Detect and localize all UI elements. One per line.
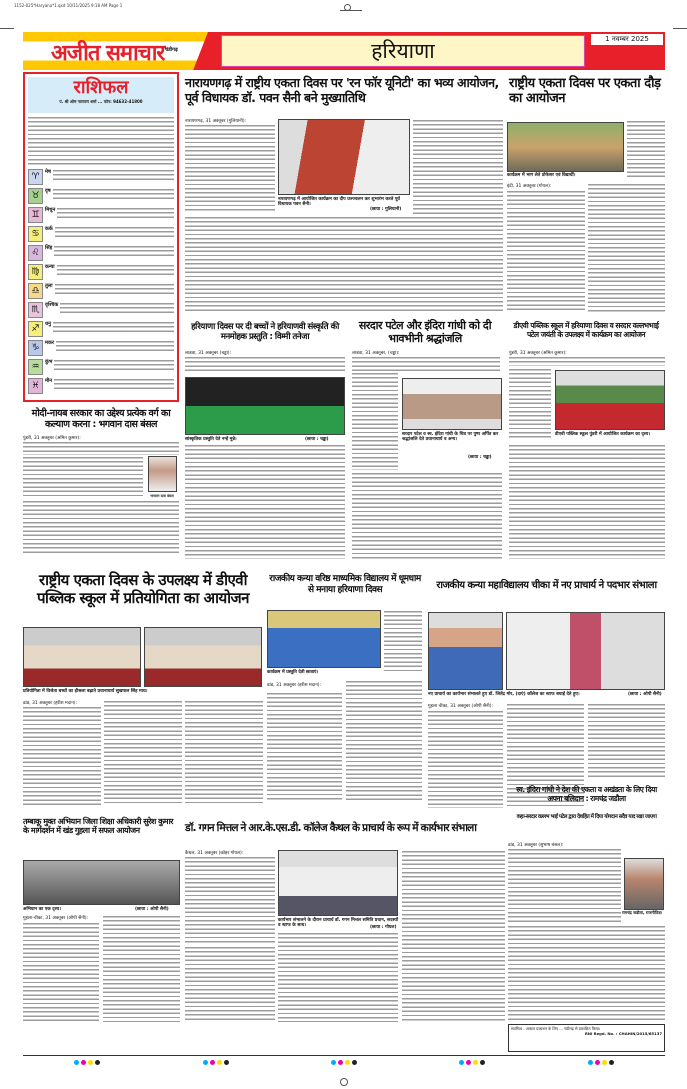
article-text	[185, 444, 345, 559]
article-text	[508, 925, 665, 1020]
sign-name: कन्या	[45, 264, 55, 270]
article-text	[346, 680, 422, 802]
sign-forecast-text	[54, 378, 174, 391]
photo-dav-winners-1	[23, 627, 141, 687]
dateline: लाडवा, 31 अक्तूबर (चड्ढा):	[185, 351, 232, 356]
photo-caption: कार्यभार संभालने के दौरान प्राचार्य डॉ. गगन मित्तल समिति प्रधान, सदस्यों व स्टाफ के साथ।	[278, 918, 399, 929]
sign-forecast-text	[54, 245, 174, 258]
rashifal-byline: पं. श्री ओम नारायण शर्मा ... फोन: 94632-41800	[59, 99, 143, 104]
photo-tobacco-campaign	[23, 860, 180, 905]
headline-patel-indira: सरदार पटेल और इंदिरा गांधी को दी भावभीनी श्रद्धांजलि	[358, 319, 492, 345]
aries-icon: ♈	[28, 169, 43, 185]
dateline: गुहला चीका, 31 अक्तूबर (ओपी सैनी):	[428, 704, 493, 709]
article-text	[413, 119, 503, 214]
photo-dav-pundri	[555, 370, 665, 430]
article-text	[509, 444, 665, 559]
photo-college-staff	[506, 612, 665, 690]
article-text	[509, 356, 665, 366]
color-swatch	[466, 1060, 471, 1065]
article-text	[384, 610, 422, 672]
sign-forecast-text	[56, 340, 174, 353]
sign-forecast-text	[53, 169, 174, 182]
photo-principal	[428, 612, 503, 690]
article-text	[185, 946, 275, 1022]
sign-name: सिंह	[45, 245, 53, 251]
photo-caption: कार्यक्रम में भाग लेते प्रोफेसर एवं विद्यार्थी।	[507, 173, 576, 178]
color-swatch	[203, 1060, 208, 1065]
cancer-icon: ♋	[28, 226, 43, 242]
sign-name: तुला	[45, 283, 53, 289]
article-text	[428, 710, 503, 808]
photo-credit: (छाया : ओपी सैनी)	[135, 907, 169, 912]
photo-caption: नारायणगढ़ में आयोजित कार्यक्रम का दीप प्रज्ज्वलन कर शुभारंभ करते पूर्व विधायक पवन सैनी।	[278, 197, 400, 208]
article-text	[352, 356, 500, 371]
newspaper-logo: अजीत समाचार	[51, 41, 165, 66]
color-swatch-group	[203, 1060, 229, 1065]
rashifal-sign-10	[28, 359, 174, 378]
masthead	[23, 32, 665, 70]
sign-forecast-text	[57, 264, 174, 277]
headline-narayangarh: नारायणगढ़ में राष्ट्रीय एकता दिवस पर 'रन फॉर यूनिटी' का भव्य आयोजन, पूर्व विधायक डॉ. पवन सैनी बने मुख्यातिथि	[185, 75, 499, 105]
issue-date: 1 नवम्बर 2025	[591, 34, 663, 45]
article-text	[508, 848, 621, 923]
color-swatch	[480, 1060, 485, 1065]
dateline: पुंडरी, 31 अक्तूबर (अमित कुमार):	[23, 436, 81, 441]
headline-tobacco: तम्बाकू मुक्त अभियान जिला शिक्षा अधिकारी सुरेश कुमार के मार्गदर्शन में खंड गुहला में सफल आयोजन	[23, 817, 173, 836]
color-swatch	[609, 1060, 614, 1065]
sign-forecast-text	[55, 226, 174, 239]
article-text	[278, 932, 398, 1022]
photo-credit: (छाया : चड्ढा)	[305, 437, 329, 442]
rni-number: RNI Regd. No. : CHAHIN/2015/65137	[584, 1030, 662, 1036]
color-swatch	[95, 1060, 100, 1065]
headline-dav-pundri: डीएवी पब्लिक स्कूल में हरियाणा दिवस व सरदार वल्लभभाई पटेल जयंती के उपलक्ष्य में कार्यक्रम का आयोजन	[513, 321, 659, 339]
rashifal-sign-5	[28, 264, 174, 283]
section-title: हरियाणा	[221, 35, 585, 67]
headline-gagan-mittal: डॉ. गगन मित्तल ने आर.के.एस.डी. कॉलेज कैथल के प्राचार्य के रूप में कार्यभार संभाला	[185, 822, 477, 834]
photo-ekta-daud	[507, 122, 624, 172]
article-text	[352, 372, 398, 470]
rashifal-sign-7	[28, 302, 174, 321]
article-text	[103, 915, 180, 1022]
headline-jadaula: स्व. इंदिरा गांधी ने देश की एकता व अखंडता के लिए दिया अपना बलिदान : रामचंद्र जडौला	[516, 785, 657, 803]
headline-haryana-diwas: हरियाणा दिवस पर दी बच्चों ने हरियाणवी संस्कृति की मनमोहक प्रस्तुति : विम्मी तनेजा	[191, 322, 339, 343]
color-swatch	[338, 1060, 343, 1065]
rashifal-box	[23, 72, 179, 402]
rashifal-sign-3	[28, 226, 174, 245]
dateline: नारायणगढ़, 31 अक्तूबर (गुलियानी):	[185, 119, 247, 124]
photo-credit: (छाया : चड्ढा)	[468, 455, 492, 460]
color-swatch	[459, 1060, 464, 1065]
sign-forecast-text	[60, 302, 174, 315]
color-swatch	[588, 1060, 593, 1065]
color-swatch	[224, 1060, 229, 1065]
dateline: पुंडरी, 31 अक्तूबर (अमित कुमार):	[509, 351, 567, 356]
color-swatch	[352, 1060, 357, 1065]
imprint-text: स्वामित्व - अकाल प्रकाशन के लिए ... चंडीगढ़ से प्रकाशित किया।	[511, 1026, 601, 1031]
color-swatch	[602, 1060, 607, 1065]
rashifal-sign-6	[28, 283, 174, 302]
color-swatch	[595, 1060, 600, 1065]
color-swatch	[81, 1060, 86, 1065]
dateline: ढांड, 31 अक्तूबर (हरीश मदान):	[267, 683, 322, 688]
page-rule	[23, 1055, 665, 1056]
article-text	[509, 368, 551, 440]
rashifal-title: राशिफल	[73, 77, 129, 98]
color-swatch	[345, 1060, 350, 1065]
virgo-icon: ♍	[28, 264, 43, 280]
color-swatch	[74, 1060, 79, 1065]
rashifal-sign-2	[28, 207, 174, 226]
edition-city: चंडीगढ़	[165, 47, 178, 53]
photo-caption: अभियान का एक दृश्य।	[23, 907, 61, 912]
article-text	[23, 441, 179, 455]
photo-ramchandra-jadaula	[624, 858, 664, 910]
dateline: लाडवा, 31 अक्तूबर, (चड्ढा):	[352, 351, 400, 356]
article-text	[588, 703, 665, 778]
color-swatch-group	[459, 1060, 485, 1065]
article-text	[23, 922, 99, 1022]
scorpio-icon: ♏	[28, 302, 43, 318]
registration-mark-icon	[344, 4, 351, 11]
photo-caption: कार्यक्रम में प्रस्तुति देती छात्राएं।	[267, 670, 319, 675]
photo-students-dance	[267, 610, 381, 668]
article-text	[627, 120, 665, 180]
article-text	[23, 456, 143, 498]
photo-caption: सांस्कृतिक प्रस्तुति देते नन्हें मुन्ने।	[185, 437, 237, 442]
article-text	[185, 856, 275, 944]
photo-caption: प्रतियोगिता में विजेता बच्चों का हौसला बढ़ाते प्रधानाचार्य सुखपाल सिंह माथ।	[23, 689, 148, 694]
color-swatch	[88, 1060, 93, 1065]
photo-caption: नए प्राचार्य का कार्यभार संभालते हुए डॉ. जितेंद्र मोर, (दाएं) कॉलेज का स्टाफ बधाई देते हुए।	[428, 692, 580, 697]
article-text	[185, 356, 345, 374]
crop-mark	[673, 28, 687, 29]
rashifal-sign-4	[28, 245, 174, 264]
rashifal-sign-0	[28, 169, 174, 188]
headline-rajkiya-kanya: राजकीय कन्या वरिष्ठ माध्यमिक विद्यालय में धूमधाम से मनाया हरियाणा दिवस	[269, 574, 421, 595]
crop-mark	[0, 28, 14, 29]
sign-name: वृष	[45, 188, 51, 194]
color-swatch	[331, 1060, 336, 1065]
dateline: कैथल, 31 अक्तूबर (कोहर गोयल):	[185, 851, 244, 856]
photo-college-committee	[278, 850, 398, 916]
dateline: ढांड, 31 अक्तूबर (हरीश मदान):	[23, 701, 78, 706]
imprint-box	[508, 1024, 665, 1052]
headline-ekta-daud: राष्ट्रीय एकता दिवस पर एकता दौड़ का आयोजन	[509, 76, 661, 107]
dateline: गुहला-चीका, 31 अक्तूबर (ओपी सैनी):	[23, 916, 89, 921]
photo-bhagwan-das-bansal	[148, 456, 177, 492]
photo-credit: (छाया : गोयल)	[370, 925, 397, 930]
color-swatch	[217, 1060, 222, 1065]
sign-forecast-text	[55, 283, 174, 296]
photo-caption: भगवान दास बंसल	[150, 494, 174, 498]
rashifal-sign-11	[28, 378, 174, 397]
leo-icon: ♌	[28, 245, 43, 261]
rashifal-sign-9	[28, 340, 174, 359]
sagittarius-icon: ♐	[28, 321, 43, 337]
photo-run-for-unity	[278, 119, 410, 195]
gemini-icon: ♊	[28, 207, 43, 223]
sign-forecast-text	[57, 207, 174, 220]
article-text	[267, 692, 342, 802]
capricorn-icon: ♑	[28, 340, 43, 356]
crop-mark	[340, 10, 362, 11]
article-text	[23, 500, 179, 555]
subhead-jadaula: कहा-सरदार वल्लभ भाई पटेल द्वारा देशहित में दिया योगदान सदैव याद रखा जाएगा	[516, 814, 657, 820]
article-text	[352, 472, 502, 559]
pisces-icon: ♓	[28, 378, 43, 394]
color-swatch	[473, 1060, 478, 1065]
article-text	[185, 700, 263, 806]
article-text	[185, 124, 275, 212]
dateline: इंद्री, 31 अक्तूबर (गोयल):	[507, 184, 552, 189]
sign-name: कुंभ	[45, 359, 53, 365]
photo-cultural	[185, 377, 345, 435]
sign-name: धनु	[45, 321, 51, 327]
sign-name: वृश्चिक	[45, 302, 59, 308]
photo-caption: डीएवी पब्लिक स्कूल पुंडरी में आयोजित कार्यक्रम का दृश्य।	[555, 432, 651, 437]
photo-credit: (छाया : गुलियानी)	[370, 207, 402, 212]
article-text	[402, 850, 505, 1022]
article-text	[507, 190, 585, 312]
rashifal-sign-8	[28, 321, 174, 340]
taurus-icon: ♉	[28, 188, 43, 204]
photo-caption: सरदार पटेल व स्व. इंदिरा गांधी के चित्र पर पुष्प अर्पित कर श्रद्धांजलि देते प्रधानाचार्य व अन्य।	[402, 432, 499, 443]
sign-forecast-text	[54, 359, 174, 372]
article-text	[104, 700, 182, 806]
color-registration-bar	[23, 1060, 665, 1065]
sign-forecast-text	[53, 188, 174, 201]
article-text	[588, 183, 665, 312]
headline-modi-nayab: मोदी-नायब सरकार का उद्देश्य प्रत्येक वर्ग का कल्याण करना : भगवान दास बंसल	[31, 408, 171, 431]
photo-dav-winners-2	[144, 627, 262, 687]
sign-name: मिथुन	[45, 207, 56, 213]
sign-name: मीन	[45, 378, 53, 384]
headline-cheeka: राजकीय कन्या महाविद्यालय चीका में नए प्राचार्य ने पदभार संभाला	[436, 580, 657, 591]
aquarius-icon: ♒	[28, 359, 43, 375]
article-text	[185, 216, 503, 311]
libra-icon: ♎	[28, 283, 43, 299]
file-meta: 1152-025*Haryana*1.qxd 10/11/2025 9:18 AM Page 1	[14, 3, 123, 8]
color-swatch-group	[331, 1060, 357, 1065]
sign-forecast-text	[53, 321, 174, 334]
headline-dav-competition: राष्ट्रीय एकता दिवस के उपलक्ष्य में डीएवी पब्लिक स्कूल में प्रतियोगिता का आयोजन	[36, 571, 249, 607]
article-text	[23, 706, 101, 806]
sign-name: कर्क	[45, 226, 53, 232]
photo-caption: रामचंद्र जडौला, राजनीतिज्ञ।	[622, 910, 663, 915]
rashifal-signs	[28, 169, 174, 397]
dateline: ढांड, 31 अक्तूबर (सुभाष बंसल):	[508, 843, 564, 848]
photo-credit: (छाया : ओपी सैनी)	[628, 692, 662, 697]
color-swatch-group	[74, 1060, 100, 1065]
registration-mark-icon	[340, 1078, 348, 1086]
photo-tribute	[402, 378, 502, 430]
color-swatch-group	[588, 1060, 614, 1065]
sign-name: मकर	[45, 340, 54, 346]
panchang-text	[28, 116, 174, 166]
rashifal-sign-1	[28, 188, 174, 207]
color-swatch	[210, 1060, 215, 1065]
sign-name: मेष	[45, 169, 51, 175]
